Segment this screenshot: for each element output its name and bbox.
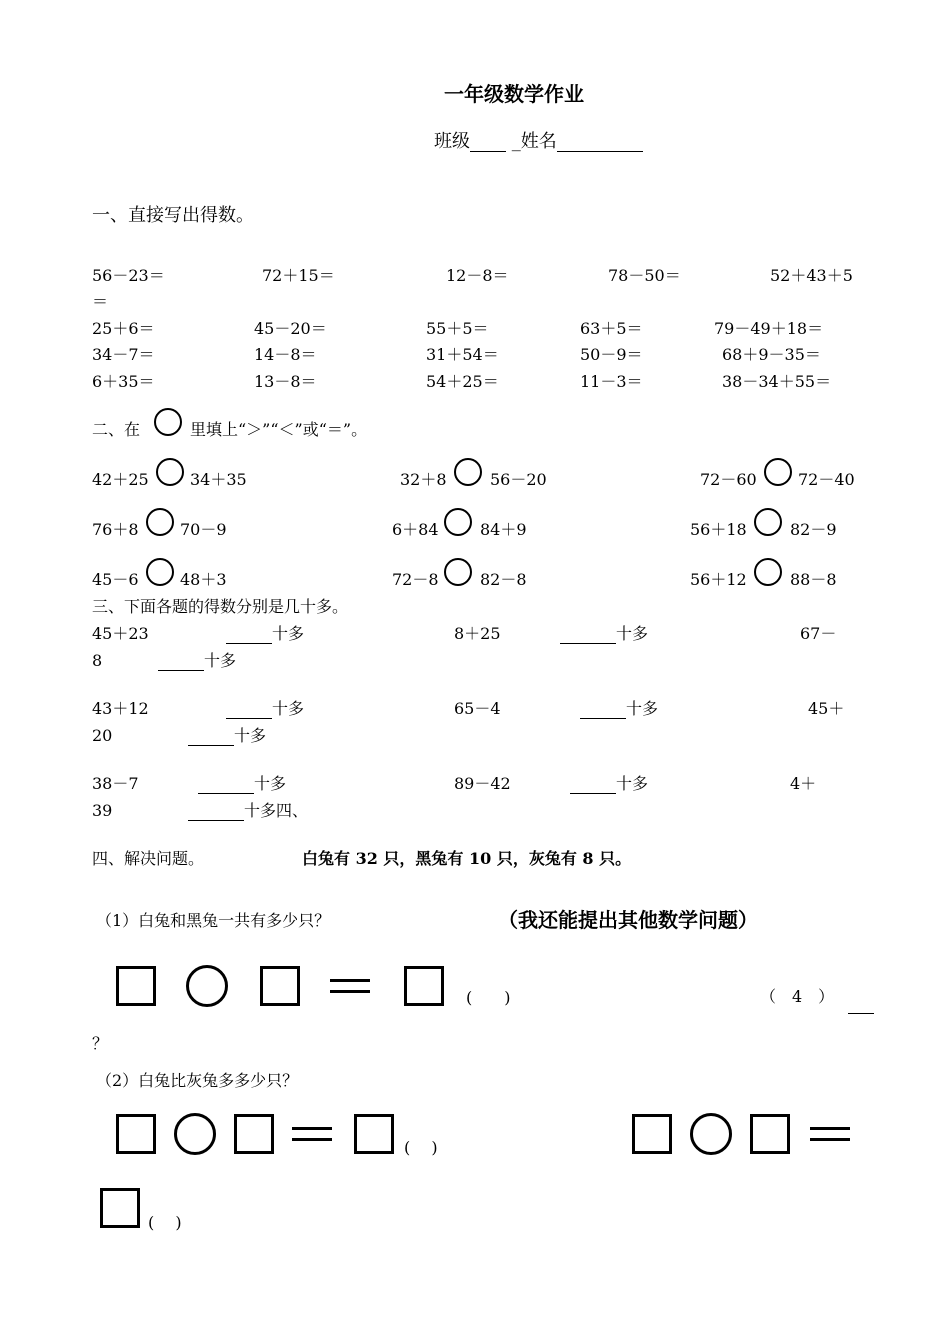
compare-right: 84＋9 [480, 520, 527, 539]
answer-box[interactable] [632, 1114, 672, 1154]
compare-circle[interactable] [754, 508, 782, 536]
operator-circle[interactable] [690, 1113, 732, 1155]
compare-circle[interactable] [444, 508, 472, 536]
calc-item: 72＋15＝ [262, 266, 335, 285]
calc-item: 78－50＝ [608, 266, 681, 285]
calc-item: 63＋5＝ [580, 319, 643, 338]
calc-item: 52＋43＋5 [770, 266, 853, 285]
tens-answer [580, 699, 658, 719]
page-title: 一年级数学作业 [444, 82, 584, 106]
answer-blank[interactable] [226, 627, 272, 644]
calc-item: 45－20＝ [254, 319, 327, 338]
compare-left: 56＋12 [690, 570, 747, 589]
tens-expr: 45＋ [808, 699, 845, 718]
tens-expr: 45＋23 [92, 624, 149, 643]
calc-item: 14－8＝ [254, 345, 317, 364]
answer-box[interactable] [234, 1114, 274, 1154]
tens-expr: 43＋12 [92, 699, 149, 718]
tens-suffix: 十多 [272, 699, 305, 718]
tens-answer [188, 801, 308, 821]
unit-paren[interactable]: ( ) [404, 1138, 438, 1157]
class-name-line [434, 132, 643, 152]
compare-circle[interactable] [146, 508, 174, 536]
answer-blank[interactable] [188, 729, 234, 746]
section1-heading: 一、直接写出得数。 [92, 205, 254, 226]
compare-left: 76＋8 [92, 520, 139, 539]
tens-answer [570, 774, 648, 794]
compare-circle[interactable] [146, 558, 174, 586]
answer-box[interactable] [404, 966, 444, 1006]
compare-right: 72－40 [798, 470, 855, 489]
answer-blank[interactable] [560, 627, 616, 644]
calc-item: 55＋5＝ [426, 319, 489, 338]
tens-expr: 8＋25 [454, 624, 501, 643]
section4-heading: 四、解决问题。 [92, 849, 205, 868]
compare-left: 72－8 [392, 570, 439, 589]
tens-answer [226, 624, 304, 644]
answer-box[interactable] [260, 966, 300, 1006]
calc-item: 56－23＝ [92, 266, 165, 285]
compare-right: 48＋3 [180, 570, 227, 589]
compare-right: 82－8 [480, 570, 527, 589]
tens-suffix: 十多 [626, 699, 659, 718]
tens-suffix: 十多 [616, 624, 649, 643]
answer-box[interactable] [750, 1114, 790, 1154]
answer-blank[interactable] [226, 702, 272, 719]
question-4-tail: ？ [92, 1034, 109, 1053]
tens-suffix-tail: 十多四、 [244, 801, 309, 820]
answer-blank[interactable] [580, 702, 626, 719]
name-blank[interactable] [557, 135, 643, 152]
compare-left: 56＋18 [690, 520, 747, 539]
name-label: _姓名 [511, 131, 557, 152]
compare-right: 70－9 [180, 520, 227, 539]
tens-expr: 67－ [800, 624, 837, 643]
answer-blank[interactable] [198, 777, 254, 794]
tens-expr-wrap: 39 [92, 801, 113, 820]
given-info: 白兔有 32 只，黑兔有 10 只，灰兔有 8 只。 [302, 849, 632, 868]
equals-sign [810, 1127, 850, 1141]
answer-blank[interactable] [158, 654, 204, 671]
answer-blank[interactable] [570, 777, 616, 794]
tens-expr: 4＋ [790, 774, 817, 793]
calc-item: 13－8＝ [254, 372, 317, 391]
tens-expr: 65－4 [454, 699, 501, 718]
calc-item: 12－8＝ [446, 266, 509, 285]
tens-expr: 38－7 [92, 774, 139, 793]
tens-answer [226, 699, 304, 719]
section2-heading-a: 二、在 [92, 420, 141, 439]
tens-suffix: 十多 [254, 774, 287, 793]
question-4-blank[interactable] [848, 994, 874, 1014]
question-1: （1）白兔和黑兔一共有多少只？ [96, 911, 331, 930]
answer-blank[interactable] [848, 997, 874, 1014]
calc-item: 50－9＝ [580, 345, 643, 364]
tens-suffix: 十多 [234, 726, 267, 745]
calc-item: 31＋54＝ [426, 345, 499, 364]
compare-circle[interactable] [754, 558, 782, 586]
compare-circle[interactable] [444, 558, 472, 586]
compare-right: 82－9 [790, 520, 837, 539]
answer-box[interactable] [116, 966, 156, 1006]
calc-item: 6＋35＝ [92, 372, 155, 391]
operator-circle[interactable] [186, 965, 228, 1007]
calc-item: 54＋25＝ [426, 372, 499, 391]
compare-left: 42＋25 [92, 470, 149, 489]
compare-left: 72－60 [700, 470, 757, 489]
tens-answer [198, 774, 286, 794]
compare-left: 6＋84 [392, 520, 439, 539]
calc-item: 25＋6＝ [92, 319, 155, 338]
tens-expr-wrap: 20 [92, 726, 113, 745]
equals-sign [292, 1127, 332, 1141]
compare-right: 56－20 [490, 470, 547, 489]
compare-right: 34＋35 [190, 470, 247, 489]
calc-item: 79－49＋18＝ [714, 319, 824, 338]
tens-suffix: 十多 [272, 624, 305, 643]
tens-suffix: 十多 [204, 651, 237, 670]
answer-box[interactable] [116, 1114, 156, 1154]
tens-answer [188, 726, 266, 746]
unit-paren[interactable]: ( ) [148, 1213, 182, 1232]
tens-suffix: 十多 [616, 774, 649, 793]
circle-icon [154, 408, 182, 436]
compare-right: 88－8 [790, 570, 837, 589]
answer-box[interactable] [100, 1188, 140, 1228]
answer-box[interactable] [354, 1114, 394, 1154]
calc-item: 34－7＝ [92, 345, 155, 364]
unit-paren[interactable]: ( ) [466, 988, 511, 1007]
tens-expr-wrap: 8 [92, 651, 103, 670]
calc-item: 38－34＋55＝ [722, 372, 832, 391]
tens-answer [158, 651, 236, 671]
compare-circle[interactable] [764, 458, 792, 486]
equals-sign [330, 979, 370, 993]
class-blank[interactable] [470, 135, 506, 152]
tens-answer [560, 624, 648, 644]
compare-circle[interactable] [156, 458, 184, 486]
compare-left: 45－6 [92, 570, 139, 589]
operator-circle[interactable] [174, 1113, 216, 1155]
compare-circle[interactable] [454, 458, 482, 486]
calc-item: 68＋9－35＝ [722, 345, 821, 364]
tens-expr: 89－42 [454, 774, 511, 793]
question-4-label: （ 4 ） [760, 987, 835, 1006]
compare-left: 32＋8 [400, 470, 447, 489]
calc-item: 11－3＝ [580, 372, 643, 391]
section3-heading: 三、下面各题的得数分别是几十多。 [92, 597, 349, 616]
extra-question-heading: （我还能提出其他数学问题） [498, 908, 758, 932]
calc-item-wrap: ＝ [92, 292, 109, 311]
question-2: （2）白兔比灰兔多多少只？ [96, 1071, 299, 1090]
class-label: 班级 [434, 131, 470, 152]
section2-heading-b: 里填上“＞”“＜”或“＝”。 [190, 420, 368, 439]
answer-blank[interactable] [188, 804, 244, 821]
